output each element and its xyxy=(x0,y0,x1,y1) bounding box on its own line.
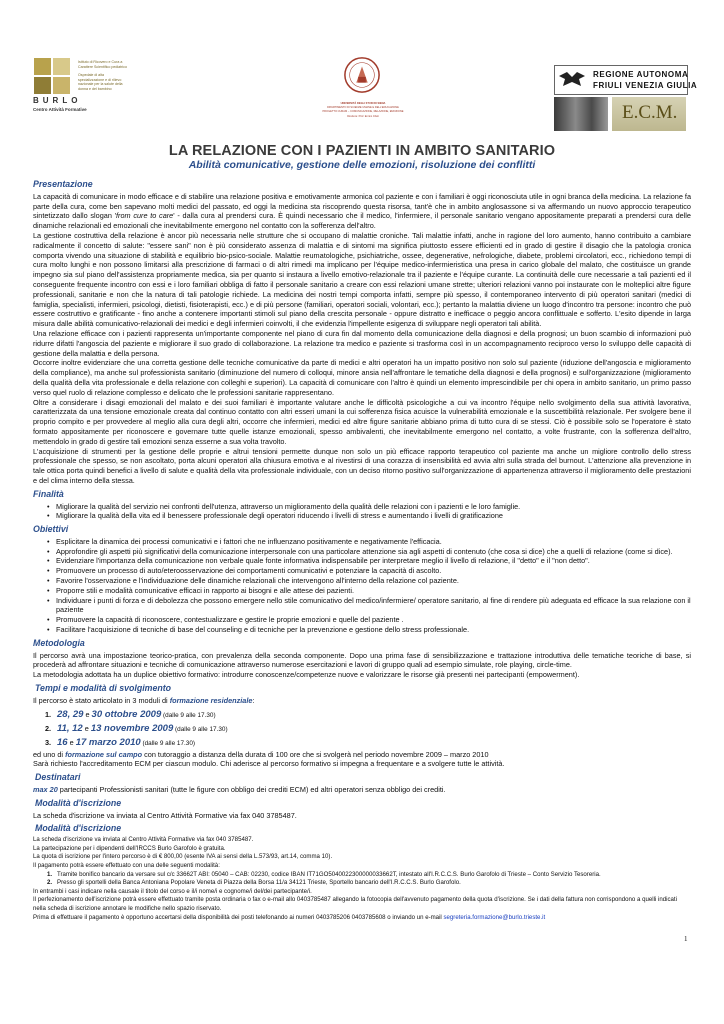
detail-line: Prima di effettuare il pagamento è opportuno accertarsi della disponibilità dei posti telefonando ai numeri 0403785206 0403785608 o inviando un e-mail segreteria.formazione@burlo.trieste.it xyxy=(33,913,546,921)
section-heading-metodologia: Metodologia xyxy=(33,637,85,648)
burlo-name: BURLO xyxy=(33,96,82,105)
ecm-box xyxy=(612,97,686,131)
destinatari-text: max 20 partecipanti Professionisti sanitari (tutte le figure con obbligo dei crediti ECM) ed altri operatori senza obbligo dei crediti. xyxy=(33,785,446,795)
page-number: 1 xyxy=(684,935,688,943)
payment-item: 2. Presso gli sportelli della Banca Antoniana Popolare Veneta di Piazza della Borsa 11/a 34121 Trieste, Sportello bancario dell'I.R.C.C.S. Burlo Garofolo. xyxy=(47,879,461,887)
university-info: UNIVERSITÀ DEGLI STUDI DI SIENA DIPARTIMENTO DI SCIENZE UMANE E DELL'EDUCAZIONE PROGETTO CURAM – COMUNICAZIONE, RELAZIONE, EMOZIONE Direttore: Prof. Enrico Cheli xyxy=(322,102,404,118)
paragraph: La capacità di comunicare in modo efficace e di stabilire una relazione positiva e emotivamente armonica col paziente e con i familiari è oggi riconosciuta utile in ogni branca della medicina. La relazione fa parte della cura, come ben sapevano molti medici del passato, ed oggi la medicina sta riscoprendo questa risorsa, tant'è che in ambito anglosassone si va affermando un nuovo approccio terapeutico sintetizzato dallo slogan 'from cure to care' - dalla cura al prendersi cura. È quindi necessario che il medico, l'infermiere, il personale sanitario vengano appositamente preparati a prendersi cura delle dinamiche relazionali ed emozionali che inevitabilmente emergono nel contatto con la sofferenza dell'altro. xyxy=(33,191,691,231)
paragraph: Una relazione efficace con i pazienti rappresenta un'importante componente nel piano di cura fin dal momento della comunicazione della diagnosi e della prognosi; un buon scambio di informazioni può ridurre difatti l'angoscia del paziente e migliorare il suo grado di collaborazione. La relazione tra medico e paziente si trasforma così in un accompagnamento reciproco verso lo sviluppo delle capacità di gestione della malattia e della persona. xyxy=(33,328,691,358)
section-heading-iscrizione: Modalità d'iscrizione xyxy=(35,797,122,808)
iscrizione-details xyxy=(33,836,691,922)
list-item: • Favorire l'osservazione e l'individuazione delle dinamiche relazionali che intervengono all'interno della relazione col paziente. xyxy=(47,576,691,586)
date-item: 2. 11, 12 e 13 novembre 2009 (dalle 9 alle 17.30) xyxy=(45,722,228,734)
list-item: • Approfondire gli aspetti più significativi della comunicazione interpersonale con una particolare attenzione sia agli aspetti di contenuto (che cosa si dice) che a quelli di relazione (come si dice). xyxy=(47,547,691,557)
list-item: • Evidenziare l'importanza della comunicazione non verbale quale fonte informativa indispensabile per interpretare meglio il livello di relazione, il "detto" e il "non detto". xyxy=(47,556,691,566)
page-title: LA RELAZIONE CON I PAZIENTI IN AMBITO SANITARIO xyxy=(168,143,556,159)
payment-list xyxy=(33,871,691,888)
region-line-1: REGIONE AUTONOMA xyxy=(593,70,689,79)
list-item: • Promuovere un processo di auto/eteroosservazione dei comportamenti comunicativi e potenziare la capacità di ascolto. xyxy=(47,566,691,576)
ecm-label: E.C.M. xyxy=(622,102,678,123)
ecm-logo xyxy=(554,97,686,131)
section-heading-iscrizione-details: Modalità d'iscrizione xyxy=(35,823,122,834)
section-heading-obiettivi: Obiettivi xyxy=(33,524,69,535)
date-item: 1. 28, 29 e 30 ottobre 2009 (dalle 9 alle 17.30) xyxy=(45,708,216,720)
list-item: • Esplicitare la dinamica dei processi comunicativi e i fattori che ne influenzano positivamente e negativamente l'efficacia. xyxy=(47,537,691,547)
dates-list xyxy=(33,708,691,750)
list-item: • Individuare i punti di forza e di debolezza che possono emergere nello stile comunicativo del medico/infermiere/ operatore sanitario, al fine di rendere più adeguata ed efficace la sua relazione con il paziente xyxy=(47,596,691,616)
region-logo xyxy=(554,65,698,95)
ecm-note: Sarà richiesto l'accreditamento ECM per ciascun modulo. Chi aderisce al percorso formativo si impegna a frequentare e a svolgere tutte le attività. xyxy=(33,759,505,769)
eagle-icon xyxy=(557,68,587,92)
paragraph: Oltre a considerare i disagi emozionali del malato e dei suoi familiari è importante valutare anche le difficoltà psicologiche a cui va incontro l'équipe nello svolgimento della sua attività lavorativa, caratterizzata da una tensione emozionale creata dal continuo contatto con altri esseri umani la cui sofferenza fisica acuisce la vulnerabilità emozionale e la suscettibilità relazionale. Per svolgere bene il proprio compito e per provvedere al meglio alla cura degli altri, occorre che infermieri, medici ed altre figure sanitarie abbiano prima di tutto cura di se stessi. Ciò è possibile solo se l'operatore è stato formato appositamente per riconoscere e governare tutte quelle istanze emozionali, spesso ambivalenti, che inevitabilmente emergono nel contatto, a volte frustrante, con la sofferenza dell'altro, mettendolo in grado di gestire tali emozioni senza esserne a sua volta travolto. xyxy=(33,397,691,446)
list-item: • Facilitare l'acquisizione di tecniche di base del counseling e di tecniche per la prevenzione e gestione dello stress professionale. xyxy=(47,625,691,635)
date-item: 3. 16 e 17 marzo 2010 (dalle 9 alle 17.30) xyxy=(45,736,196,748)
finalita-list xyxy=(33,502,691,522)
region-line-2: FRIULI VENEZIA GIULIA xyxy=(593,81,698,90)
main-content xyxy=(33,176,691,922)
detail-line: La scheda d'iscrizione va inviata al Centro Attività Formative via fax 040 3785487. xyxy=(33,836,254,844)
section-heading-presentazione: Presentazione xyxy=(33,179,93,189)
section-heading-tempi: Tempi e modalità di svolgimento xyxy=(35,683,172,694)
list-item: • Proporre stili e modalità comunicative efficaci in rapporto ai bisogni e alle attese dei pazienti. xyxy=(47,586,691,596)
burlo-description: Istituto di Ricovero e Cura a Carattere Scientifico pediatrico Ospedale di alta specializzazione e di rilievo nazionale per la salute della donna e del bambino xyxy=(78,60,127,91)
detail-line: Il perfezionamento dell'iscrizione potrà essere effettuato tramite posta ordinaria o fax o e-mail allo 0403785487 allegando la fotocopia dell'avvenuto pagamento della quota d'iscrizione. Se i dati della fattura non corrispondono a quelli indicati nella scheda di iscrizione annotare le modifiche nello spazio riservato. xyxy=(33,896,677,912)
email-link[interactable]: segreteria.formazione@burlo.trieste.it xyxy=(443,913,546,921)
paragraph: La gestione costruttiva della relazione è ancor più necessaria nelle strutture che si occupano di malattie croniche. Tali malattie infatti, anche in ragione del loro aumento, hanno contribuito a cambiare radicalmente il concetto di salute: "essere sani" non è più considerato assenza di malattia e di sintomi ma significa piuttosto essere efficienti ed in grado di gestire il disagio che la patologia cronica comporta vivendo una situazione di stabilità e equilibrio bio-psico-sociale. Malattie reumatologiche, psichiatriche, ossee, degenerative, nefrologiche, diabete, problemi circolatori, ecc., richiedono tempi di cura molto lunghi e non possono limitarsi alla prescrizione di farmaci o di altri rimedi ma implicano per l'équipe medico-infermieristica una presa in carico globale del malato, che costituisce un grande impegno sia sul piano dell'assistenza propriamente medica, sia per quanto si instaura a livello emotivo-relazionale tra il paziente e l'équipe curante. La continuità delle cure necessarie a tali pazienti ed il conseguente frequente incontro con essi e i loro familiari obbliga di fatto il personale sanitario a creare con essi relazioni umane strette; ulteriori relazioni vanno poi instaurate con le molteplici altre figure professionali, sanitarie e non che la natura di tali patologie richiede. La medicina dei nostri tempi comporta infatti, sempre più spesso, il contemporaneo intervento di più operatori sanitari (medici di famiglia, specialisti, infermieri, psicologi, dietisti, fisioterapisti, ecc.) e di più persone (familiari, operatori sociali, volontari, ecc.); pertanto la malattia diviene un luogo d'incontro tra persone: incontro che può essere costruttivo e gratificante - fino anche a contenere importanti stimoli sul piano della crescita personale - oppure distratto e inefficace o peggio ancora conflittuale e sofferto. L'esito dipende in larga misura dalle abilità comunicativo-relazionali dei medici e degli infermieri coinvolti, il che evidenzia l'impellente esigenza di sviluppare negli operatori tali abilità. xyxy=(33,230,691,329)
paragraph: L'acquisizione di strumenti per la gestione delle proprie e altrui tensioni permette dunque non solo un più efficace rapporto terapeutico col paziente ma anche un migliore controllo dello stress professionale che spesso, se non ascoltato, porta alcuni operatori alla chiusura emotiva e al rivestirsi di una corazza di insensibilità ed avvia altri sulla strada del burnout. L'attenzione alla prevenzione in tale ottica porta quindi benefici a livello di salute e qualità della vita professionale individuale, con un deciso ritorno positivo sull'organizzazione di appartenenza attraverso il miglioramento delle prestazioni e del clima interno della stessa. xyxy=(33,446,691,485)
list-item: • Promuovere la capacità di riconoscere, contestualizzare e gestire le proprie emozioni e quelle del paziente . xyxy=(47,615,691,625)
iscrizione-text: La scheda d'iscrizione va inviata al Centro Attività Formative via fax 040 3785487. xyxy=(33,810,297,820)
tempi-intro: Il percorso è stato articolato in 3 moduli di formazione residenziale: xyxy=(33,695,255,705)
obiettivi-list xyxy=(33,537,691,635)
section-heading-destinatari: Destinatari xyxy=(35,772,81,783)
page-subtitle: Abilità comunicative, gestione delle emozioni, risoluzione dei conflitti xyxy=(188,159,536,171)
paragraph: Il percorso avrà una impostazione teorico-pratica, con prevalenza della seconda componente. Dopo una prima fase di sensibilizzazione e trattazione introduttiva delle tematiche teoriche di base, si procederà ad affrontare situazioni e tecniche di comunicazione attraverso numerose esercitazioni e lavori di gruppo quali ad esempio simulate, role playing, circle-time. xyxy=(33,650,691,670)
section-heading-finalita: Finalità xyxy=(33,488,64,499)
paragraph: Occorre inoltre evidenziare che una corretta gestione delle tecniche comunicative da parte di medici e altri operatori ha un impatto positivo non solo sul paziente (riduzione dell'angoscia e miglioramento della compliance), ma anche sul professionista sanitario (diminuzione del numero di colloqui, minore ansia nell'affrontare le tematiche della diagnosi e della prognosi) e sull'organizzazione (miglioramento della qualità della vita professionale e della relazione con colleghi e superiori). La capacità di comunicare con l'altro è quindi un elemento imprescindibile per chi opera in ambito sanitario, un primo passo verso quel ruolo di relazione complesso e delicato che le professioni sanitarie rappresentano. xyxy=(33,358,691,397)
list-item: • Migliorare la qualità della vita ed il benessere professionale degli operatori riducendo i livelli di stress e aumentando i livelli di gratificazione xyxy=(47,511,691,521)
burlo-subtitle: Centro Attività Formative xyxy=(33,107,87,112)
header xyxy=(0,0,724,140)
detail-line: La partecipazione per i dipendenti dell'IRCCS Burlo Garofolo è gratuita. xyxy=(33,844,226,852)
detail-line: In entrambi i casi indicare nella causale il titolo del corso e il/i nome/i e cognome/i del/dei partecipante/i. xyxy=(33,887,312,895)
payment-item: 1. Tramite bonifico bancario da versare sul c/c 33662T ABI: 05040 – CAB: 02230, codice IBAN IT71GO5040022300000033662T, intestato all'I.R.C.C.S. Burlo Garofolo di Trieste – Conto Servizio Tesoreria. xyxy=(47,870,601,878)
detail-line: Il pagamento potrà essere effettuato con una delle seguenti modalità: xyxy=(33,862,220,869)
university-seal-icon xyxy=(343,56,381,94)
paragraph: La metodologia adottata ha un duplice obiettivo formativo: introdurre conoscenze/competenze nuove e valorizzare le risorse già presenti nei partecipanti (empowerment). xyxy=(33,670,580,680)
detail-line: La quota di iscrizione per l'intero percorso è di € 800,00 (esente IVA ai sensi della L.573/93, art.14, comma 10). xyxy=(33,853,333,861)
ecm-photo xyxy=(554,97,608,131)
fad-line: ed uno di formazione sul campo con tutoraggio a distanza della durata di 100 ore che si svolgerà nel periodo novembre 2009 – marzo 2010 xyxy=(33,749,489,759)
list-item: • Migliorare la qualità del servizio nei confronti dell'utenza, attraverso un miglioramento della qualità delle relazioni con i pazienti e le loro famiglie. xyxy=(47,502,691,512)
